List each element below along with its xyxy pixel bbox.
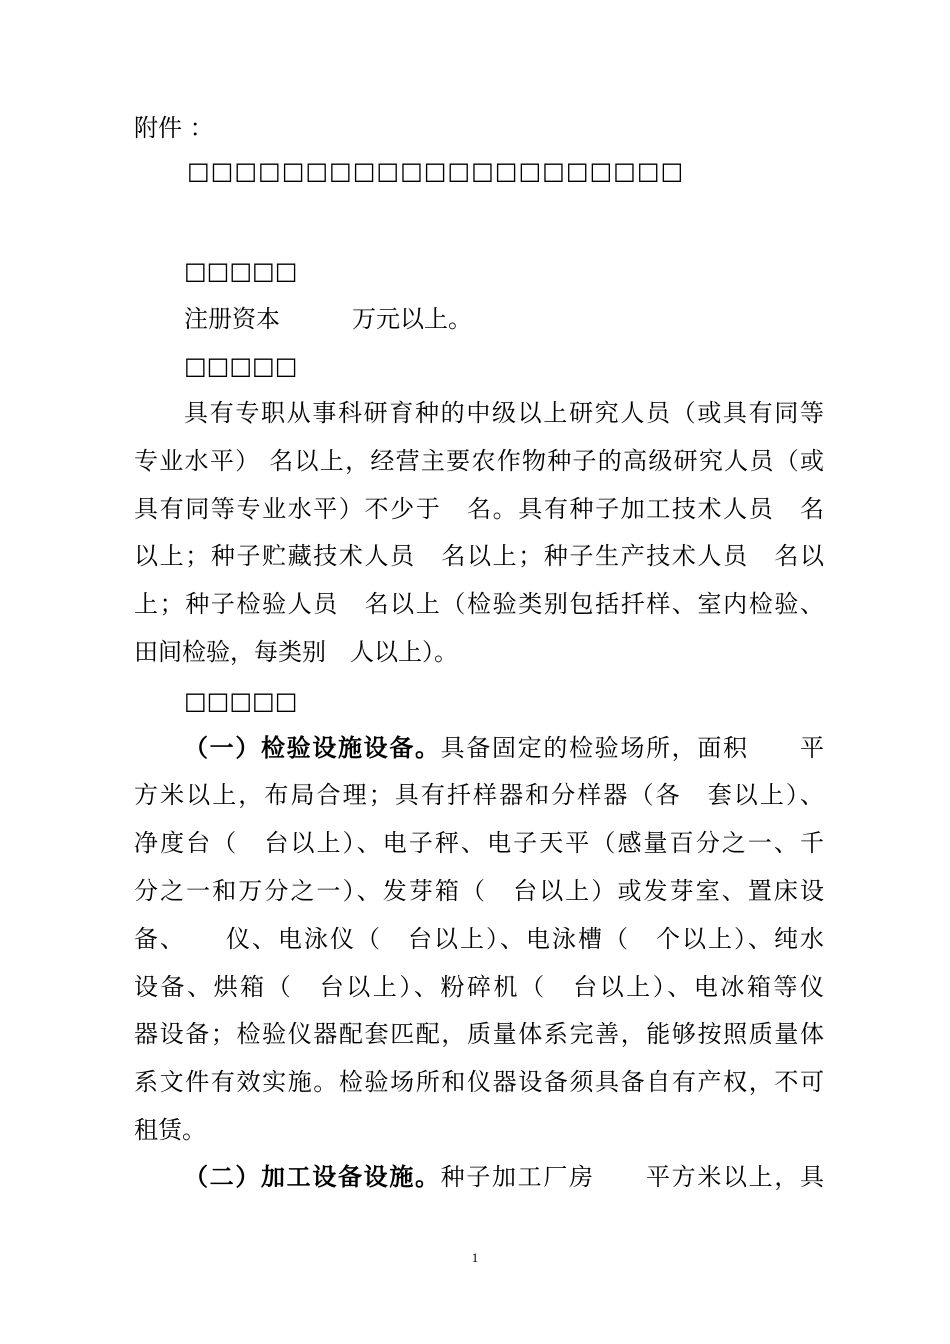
section-heading-2: □□□□□ bbox=[184, 352, 298, 380]
section-heading-1: □□□□□ bbox=[184, 257, 298, 285]
paragraph-line: 专业水平） 名以上，经营主要农作物种子的高级研究人员（或 bbox=[134, 447, 824, 475]
paragraph-line: 以上；种子贮藏技术人员 名以上；种子生产技术人员 名以 bbox=[134, 542, 824, 570]
paragraph-line: 田间检验，每类别 人以上）。 bbox=[134, 638, 458, 666]
subsection-1-label: （一）检验设施设备。 bbox=[184, 733, 441, 762]
paragraph-line: 具有专职从事科研育种的中级以上研究人员（或具有同等 bbox=[184, 399, 824, 427]
paragraph-line: 设备、烘箱（ 台以上）、粉碎机（ 台以上）、电冰箱等仪 bbox=[134, 973, 824, 1001]
paragraph-line: 器设备；检验仪器配套匹配，质量体系完善，能够按照质量体 bbox=[134, 1020, 824, 1048]
subsection-1-first-line bbox=[184, 733, 824, 763]
section-heading-3: □□□□□ bbox=[184, 687, 298, 715]
document-title: □□□□□□□□□□□□□□□□□□□□□ bbox=[187, 157, 685, 185]
paragraph-line: 系文件有效实施。检验场所和仪器设备须具备自有产权，不可 bbox=[134, 1068, 824, 1096]
paragraph-line: 方米以上，布局合理；具有扦样器和分样器（各 套以上）、 bbox=[134, 781, 824, 809]
page-number: 1 bbox=[471, 1250, 479, 1265]
subsection-2-label: （二）加工设备设施。 bbox=[184, 1162, 441, 1191]
subsection-1-text: 具备固定的检验场所，面积 平 bbox=[440, 734, 825, 762]
subsection-2-first-line bbox=[184, 1162, 824, 1192]
paragraph-line: 具有同等专业水平）不少于 名。具有种子加工技术人员 名 bbox=[134, 495, 824, 523]
paragraph-line: 分之一和万分之一）、发芽箱（ 台以上）或发芽室、置床设 bbox=[134, 877, 824, 905]
paragraph-line: 租赁。 bbox=[134, 1116, 206, 1144]
paragraph-line: 净度台（ 台以上）、电子秤、电子天平（感量百分之一、千 bbox=[134, 829, 824, 857]
paragraph-line: 备、 仪、电泳仪（ 台以上）、电泳槽（ 个以上）、纯水 bbox=[134, 925, 824, 953]
subsection-2-text: 种子加工厂房 平方米以上，具 bbox=[440, 1163, 825, 1191]
registered-capital-text: 注册资本 万元以上。 bbox=[184, 305, 472, 333]
attachment-label: 附件 ： bbox=[134, 114, 214, 142]
paragraph-line: 上；种子检验人员 名以上（检验类别包括扦样、室内检验、 bbox=[134, 590, 824, 618]
